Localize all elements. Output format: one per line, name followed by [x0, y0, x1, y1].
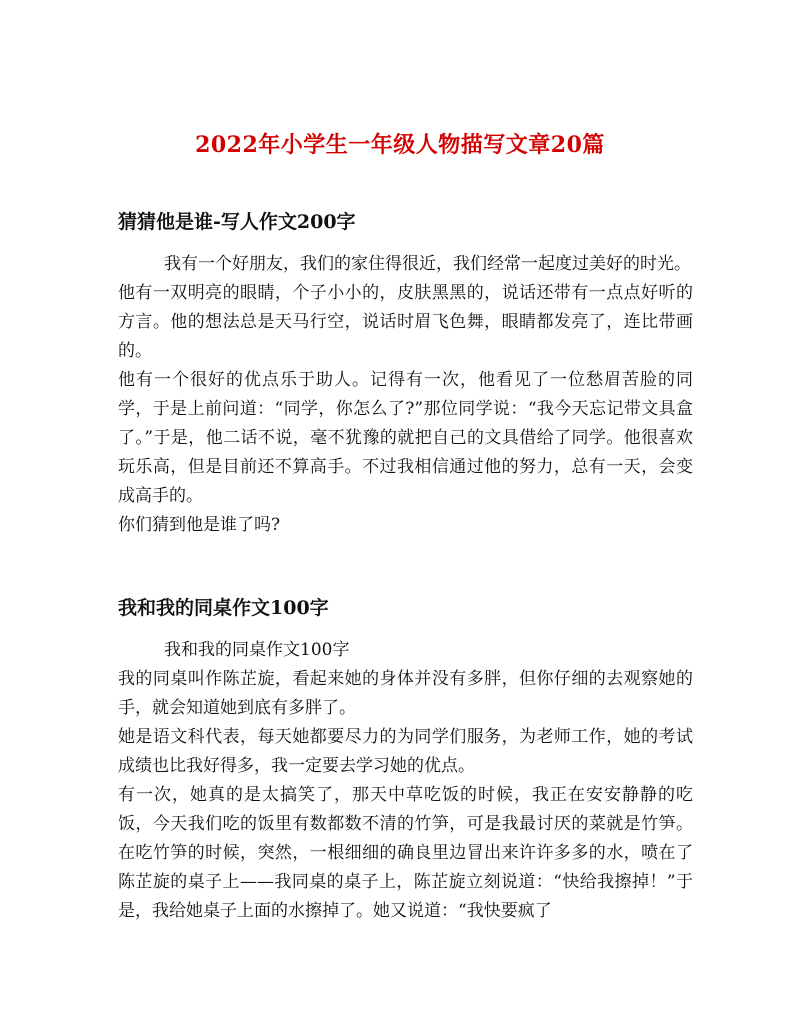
paragraph: 我有一个好朋友，我们的家住得很近，我们经常一起度过美好的时光。 — [164, 254, 691, 274]
paragraph: 她是语文科代表，每天她都要尽力的为同学们服务，为老师工作，她的考试成绩也比我好得多，我一定要去学习她的优点。 — [118, 727, 693, 776]
section-heading: 我和我的同桌作文100字 — [118, 597, 329, 619]
paragraph: 你们猜到他是谁了吗? — [118, 515, 281, 535]
section-my-deskmate — [118, 592, 693, 926]
document-title: 2022年小学生一年级人物描写文章20篇 — [195, 132, 605, 158]
section-heading: 猜猜他是谁-写人作文200字 — [118, 211, 356, 233]
paragraph: 我的同桌叫作陈芷旋，看起来她的身体并没有多胖，但你仔细的去观察她的手，就会知道她到底有多胖了。 — [118, 669, 693, 718]
paragraph: 我和我的同桌作文100字 — [164, 640, 350, 660]
section-guess-who — [118, 206, 693, 540]
paragraph: 他有一双明亮的眼睛，个子小小的，皮肤黑黑的，说话还带有一点点好听的方言。他的想法总是天马行空，说话时眉飞色舞，眼睛都发亮了，连比带画的。 — [118, 283, 693, 361]
paragraph: 他有一个很好的优点乐于助人。记得有一次，他看见了一位愁眉苦脸的同学，于是上前问道：“同学，你怎么了?”那位同学说：“我今天忘记带文具盒了。”于是，他二话不说，毫不犹豫的就把自己的文具借给了同学。他很喜欢玩乐高，但是目前还不算高手。不过我相信通过他的努力，总有一天，会变成高手的。 — [118, 370, 693, 506]
paragraph: 有一次，她真的是太搞笑了，那天中草吃饭的时候，我正在安安静静的吃饭，今天我们吃的饭里有数都数不清的竹笋，可是我最讨厌的菜就是竹笋。在吃竹笋的时候，突然，一根细细的确良里边冒出来许许多多的水，喷在了陈芷旋的桌子上——我同桌的桌子上，陈芷旋立刻说道：“快给我擦掉！”于是，我给她桌子上面的水擦掉了。她又说道：“我快要疯了 — [118, 785, 693, 921]
